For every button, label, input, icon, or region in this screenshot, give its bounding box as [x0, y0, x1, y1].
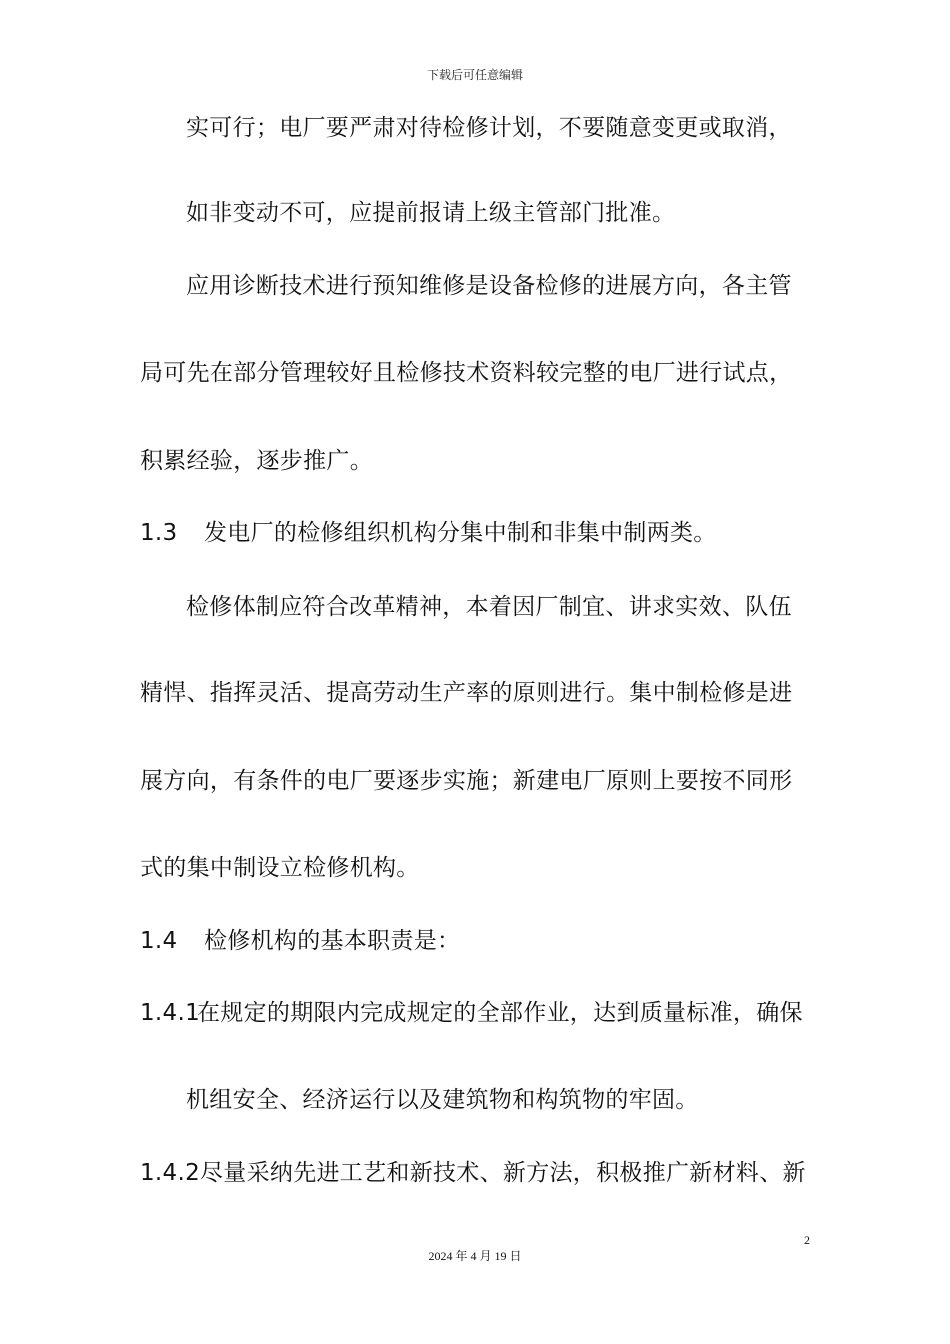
body-line-4: 局可先在部分管理较好且检修技术资料较完整的电厂进行试点，	[140, 360, 793, 386]
body-line-10: 机组安全、经济运行以及建筑物和构筑物的牢固。	[186, 1087, 699, 1113]
body-line-5: 积累经验，逐步推广。	[140, 448, 373, 474]
section-number: 1.4	[140, 928, 178, 954]
body-line-3: 应用诊断技术进行预知维修是设备检修的进展方向，各主管	[186, 273, 792, 299]
body-line-8: 展方向，有条件的电厂要逐步实施；新建电厂原则上要按不同形	[140, 768, 793, 794]
body-line-9: 式的集中制设立检修机构。	[140, 855, 420, 881]
page-header: 下载后可任意编辑	[426, 68, 523, 82]
section-text: 检修机构的基本职责是：	[204, 928, 461, 954]
section-text: 在规定的期限内完成规定的全部作业，达到质量标准，确保	[197, 1000, 803, 1026]
body-line-2: 如非变动不可，应提前报请上级主管部门批准。	[186, 200, 676, 226]
section-1-4-2	[140, 1158, 806, 1188]
body-line-6: 检修体制应符合改革精神，本着因厂制宜、讲求实效、队伍	[186, 594, 792, 620]
section-number: 1.3	[140, 520, 178, 546]
section-1-3	[140, 518, 717, 548]
page-footer-date: 2024 年 4 月 19 日	[428, 1249, 522, 1263]
section-text: 尽量采纳先进工艺和新技术、新方法，积极推广新材料、新	[200, 1160, 806, 1186]
section-number: 1.4.2	[140, 1160, 201, 1186]
body-line-7: 精悍、指挥灵活、提高劳动生产率的原则进行。集中制检修是进	[140, 680, 793, 706]
section-1-4-1	[140, 998, 803, 1028]
body-line-1: 实可行；电厂要严肃对待检修计划，不要随意变更或取消，	[186, 115, 792, 141]
section-text: 发电厂的检修组织机构分集中制和非集中制两类。	[204, 520, 717, 546]
section-number: 1.4.1	[140, 1000, 201, 1026]
page-number: 2	[804, 1233, 810, 1247]
section-1-4	[140, 926, 460, 956]
